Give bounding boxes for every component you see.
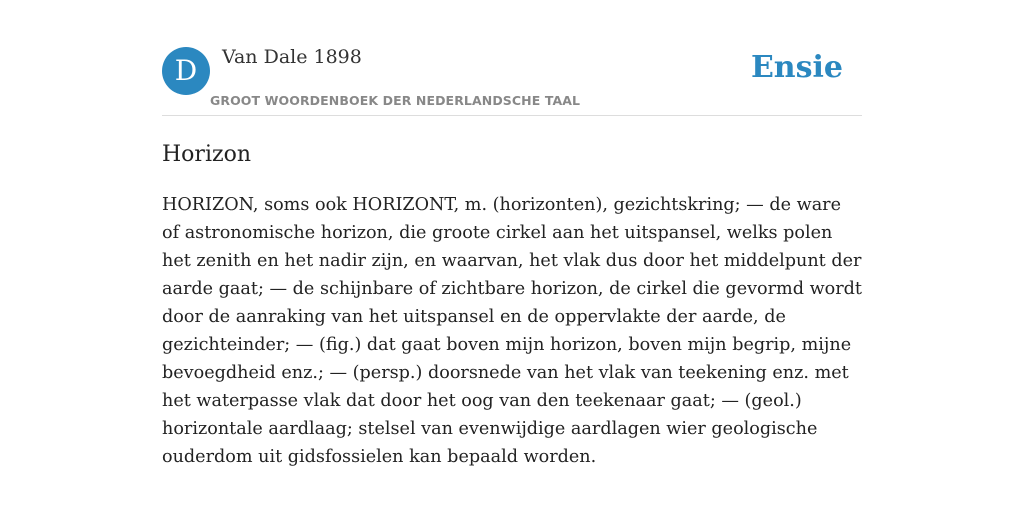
entry-title: Horizon — [162, 142, 251, 167]
entry-card — [162, 44, 862, 471]
source-subtitle: GROOT WOORDENBOEK DER NEDERLANDSCHE TAAL — [210, 93, 581, 108]
source-header — [162, 44, 862, 116]
entry-body: HORIZON, soms ook HORIZONT, m. (horizonten), gezichtskring; — de ware of astronomische horizon, die groote cirkel aan het uitspansel, welks polen het zenith en het nadir zijn, en waarvan, het vlak dus door het middelpunt der aarde gaat; — de schijnbare of zichtbare horizon, de cirkel die gevormd wordt door de aanraking van het uitspansel en de oppervlakte der aarde, de gezichteinder; — (fig.) dat gaat boven mijn horizon, boven mijn begrip, mijne bevoegdheid enz.; — (persp.) doorsnede van het vlak van teekening enz. met het waterpasse vlak dat door het oog van den teekenaar gaat; — (geol.) horizontale aardlaag; stelsel van evenwijdige aardlagen wier geologische ouderdom uit gidsfossielen kan bepaald worden. — [162, 195, 862, 467]
brand-logo[interactable]: Ensie — [750, 50, 843, 85]
source-avatar: D — [162, 47, 210, 95]
source-title[interactable]: Van Dale 1898 — [222, 46, 362, 68]
